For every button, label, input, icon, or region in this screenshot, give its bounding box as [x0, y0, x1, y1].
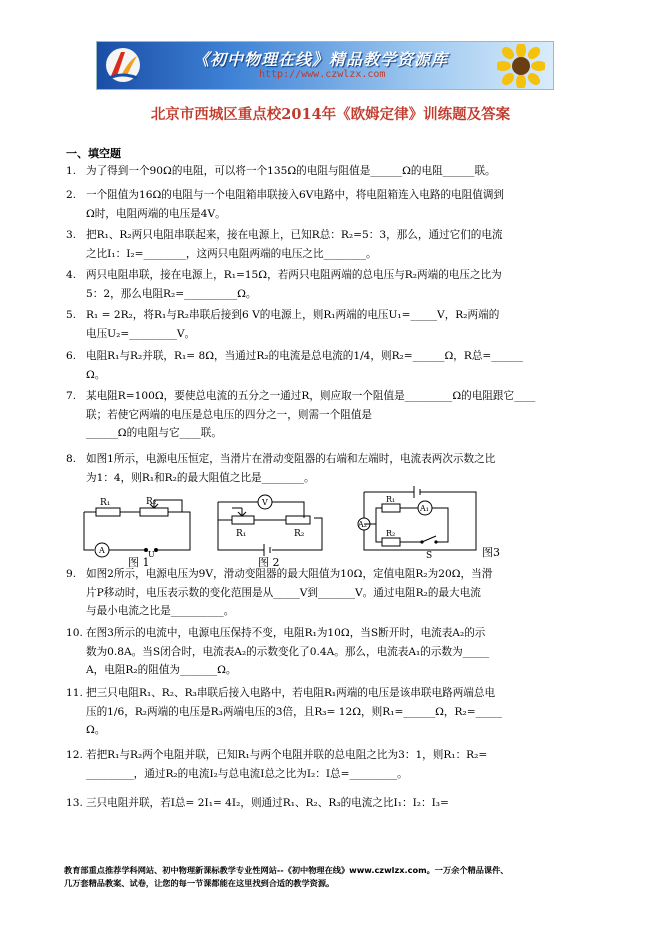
- question-text-line: 三只电阻并联，若I总= 2I₁= 4I₂，则通过R₁、R₂、R₃的电流之比I₁：I₂：I₃=: [86, 797, 449, 809]
- fig1-ammeter-label: A: [99, 546, 105, 555]
- question-text-line: 把三只电阻R₁、R₂、R₃串联后接入电路中，若电阻R₁两端的电压是该串联电路两端总电: [86, 687, 496, 699]
- question-number: 1.: [66, 165, 77, 177]
- question-text-line: 之比I₁：I₂=________，这两只电阻两端的电压之比________。: [86, 247, 377, 260]
- question-item: [66, 186, 591, 223]
- page-title: 北京市西城区重点校2014年《欧姆定律》训练题及答案: [150, 106, 511, 123]
- question-item: [66, 347, 591, 384]
- question-number: 12.: [66, 749, 83, 761]
- figure-2-label: 图 2: [258, 556, 280, 569]
- question-item: [66, 387, 591, 443]
- fig3-r1-label: R₁: [386, 495, 396, 504]
- question-item: [66, 162, 591, 181]
- question-text-line: 数为0.8A。当S闭合时，电流表A₂的示数变化了0.4A。那么，电流表A₁的示数为_____: [86, 645, 490, 658]
- question-text-line: 一个阻值为16Ω的电阻与一个电阻箱串联接入6V电路中，将电阻箱连入电路的电阻值调到: [86, 189, 505, 201]
- fig2-r1-label: R₁: [236, 529, 247, 539]
- figure-2-circuit: [214, 494, 326, 558]
- question-number: 5.: [66, 309, 77, 321]
- footer-line: 几万套精品教案、试卷，让您的每一节课都能在这里找到合适的教学资源。: [64, 878, 335, 888]
- question-item: [66, 684, 591, 740]
- question-item: [66, 624, 591, 680]
- question-text-line: 电压U₂=_________V。: [86, 327, 196, 340]
- footer-line: 教育部重点推荐学科网站、初中物理新课标教学专业性网站--《初中物理在线》www.czwlzx.com。一万余个精品课件、: [64, 865, 509, 875]
- question-text-line: Ω。: [86, 368, 106, 381]
- question-number: 11.: [66, 687, 83, 699]
- question-text-line: 与最小电流之比是__________。: [86, 605, 235, 617]
- fig2-voltmeter-label: V: [262, 498, 268, 507]
- question-text-line: 压的1/6，R₂两端的电压是R₃两端电压的3倍，且R₃= 12Ω，则R₁=______Ω，R₂=_____: [86, 705, 503, 718]
- banner-title: 《初中物理在线》精品教学资源库: [193, 50, 449, 69]
- figure-1-circuit: [82, 494, 194, 558]
- fig3-a1-label: A₁: [420, 504, 429, 513]
- figure-3-circuit: [352, 486, 480, 558]
- question-text-line: 如图1所示，电源电压恒定，当滑片在滑动变阻器的右端和左端时，电流表两次示数之比: [86, 453, 496, 465]
- question-item: [66, 266, 591, 303]
- question-text-line: 为了得到一个90Ω的电阻，可以将一个135Ω的电阻与阻值是______Ω的电阻______联。: [86, 165, 496, 177]
- question-text-line: 两只电阻串联，接在电源上，R₁=15Ω，若两只电阻两端的总电压与R₂两端的电压之比为: [86, 269, 502, 281]
- fig3-s-label: S: [426, 551, 433, 558]
- question-text-line: 5：2，那么电阻R₂=__________Ω。: [86, 287, 257, 300]
- question-number: 7.: [66, 390, 77, 402]
- question-text-line: 片P移动时，电压表示数的变化范围是从_____V到_______V。通过电阻R₂的最大电流: [86, 586, 481, 599]
- question-text-line: ______Ω的电阻与它____联。: [86, 427, 222, 439]
- question-item: [66, 306, 591, 343]
- fig1-u-label: U: [148, 550, 155, 558]
- question-item: [66, 450, 591, 487]
- question-text-line: A，电阻R₂的阻值为_______Ω。: [86, 664, 237, 676]
- section-heading: 一、填空题: [66, 147, 121, 160]
- figure-1-label: 图 1: [128, 556, 150, 569]
- question-item: [66, 746, 591, 783]
- question-text-line: _________，通过R₂的电流I₂与总电流I总之比为I₂：I总=_________。: [86, 767, 408, 780]
- question-text-line: 电阻R₁与R₂并联，R₁= 8Ω，当通过R₂的电流是总电流的1/4，则R₂=______Ω，R总=______: [86, 350, 524, 362]
- header-banner: [96, 41, 554, 90]
- question-item: [66, 794, 591, 813]
- question-number: 10.: [66, 627, 83, 639]
- question-number: 8.: [66, 453, 77, 465]
- question-text-line: 某电阻R=100Ω，要使总电流的五分之一通过R，则应取一个阻值是_________Ω的电阻跟它____: [86, 390, 536, 402]
- question-text-line: Ω时，电阻两端的电压是4V。: [86, 207, 226, 220]
- question-number: 2.: [66, 189, 77, 201]
- site-logo-icon: [103, 46, 143, 84]
- question-text-line: 在图3所示的电流中，电源电压保持不变，电阻R₁为10Ω，当S断开时，电流表A₂的示: [86, 627, 486, 639]
- question-text-line: 把R₁、R₂两只电阻串联起来，接在电源上，已知R总：R₂=5：3，那么，通过它们的电流: [86, 229, 503, 241]
- figure-3-label: 图3: [482, 546, 500, 559]
- sunflower-icon: [497, 44, 545, 88]
- question-text-line: 如图2所示，电源电压为9V，滑动变阻器的最大阻值为10Ω，定值电阻R₂为20Ω，当滑: [86, 568, 493, 580]
- question-number: 6.: [66, 350, 77, 362]
- fig2-r2-label: R₂: [294, 529, 305, 539]
- question-item: [66, 226, 591, 263]
- question-number: 3.: [66, 229, 77, 241]
- question-item: [66, 565, 591, 621]
- banner-url[interactable]: http://www.czwlzx.com: [259, 69, 386, 80]
- question-text-line: 为1：4，则R₁和R₂的最大阻值之比是________。: [86, 471, 315, 484]
- question-number: 9.: [66, 568, 77, 580]
- fig1-r2-label: R₂: [146, 497, 157, 507]
- footer-note: [64, 864, 604, 890]
- question-text-line: Ω。: [86, 724, 106, 736]
- question-number: 13.: [66, 797, 83, 809]
- question-text-line: R₁ = 2R₂，将R₁与R₂串联后接到6 V的电源上，则R₁两端的电压U₁=_____V，R₂两端的: [86, 309, 500, 321]
- question-number: 4.: [66, 269, 77, 281]
- question-text-line: 联；若使它两端的电压是总电压的四分之一，则需一个阻值是: [86, 408, 373, 421]
- fig3-a2-label: A₂: [358, 520, 367, 529]
- fig3-r2-label: R₂: [386, 529, 396, 538]
- fig1-r1-label: R₁: [100, 498, 111, 508]
- question-text-line: 若把R₁与R₂两个电阻并联，已知R₁与两个电阻并联的总电阻之比为3：1，则R₁：R₂=: [86, 749, 488, 761]
